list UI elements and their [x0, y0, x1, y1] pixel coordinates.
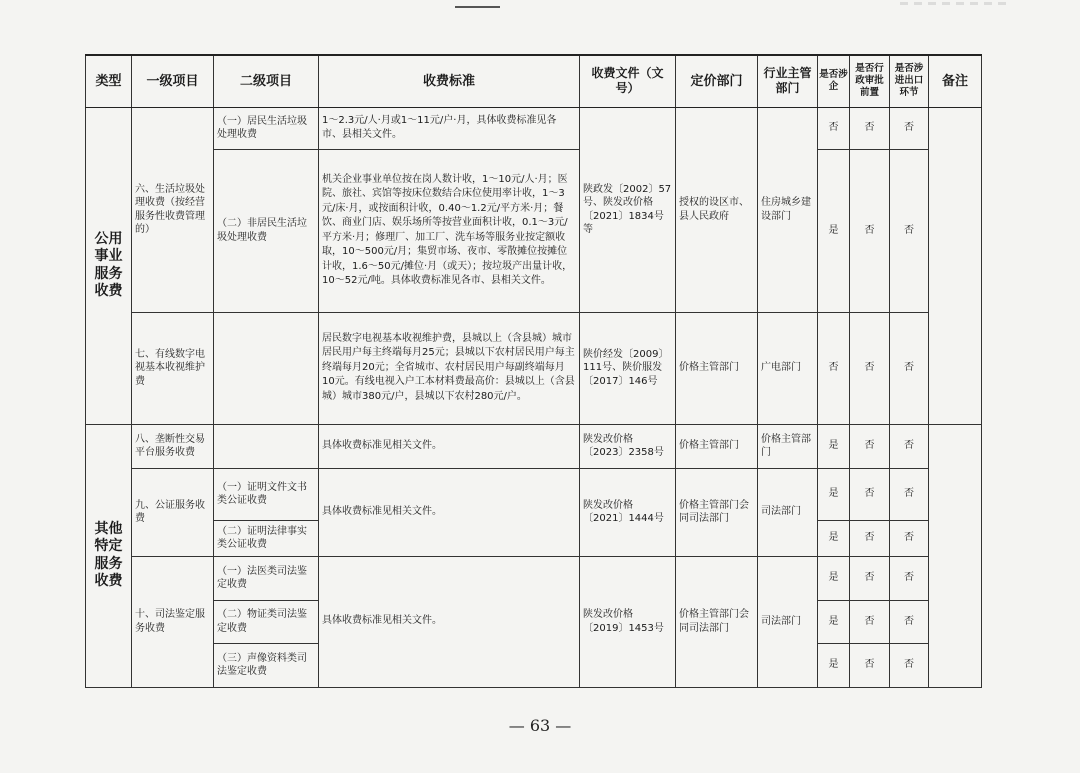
level1-cell: 六、生活垃圾处理收费（按经营服务性收费管理的） — [132, 107, 214, 312]
table-row — [86, 556, 982, 600]
pricing-cell: 价格主管部门会同司法部门 — [676, 468, 758, 556]
header-doc: 收费文件（文号） — [580, 55, 676, 107]
approval-cell: 否 — [850, 312, 890, 424]
enterprise-cell: 是 — [818, 556, 850, 600]
header-enterprise: 是否涉企 — [818, 55, 850, 107]
pricing-cell: 价格主管部门 — [676, 424, 758, 468]
group-public: 公用事业服务收费 — [86, 107, 132, 424]
enterprise-cell: 是 — [818, 600, 850, 643]
level2-cell: （二）证明法律事实类公证收费 — [214, 520, 319, 556]
pricing-cell: 授权的设区市、县人民政府 — [676, 107, 758, 312]
standard-cell: 机关企业事业单位按在岗人数计收，1～10元/人·月；医院、旅社、宾馆等按床位数结合床位使用率计收，1～3元/床·月，或按面积计收，0.40～1.2元/平方米·月；餐饮、商业门店、娱乐场所等按营业面积计收，0.1～3元/平方米·月；修理厂、加工厂、洗车场等服务业按定额收取，10～500元/月；集贸市场、夜市、零散摊位按摊位计收，1.6～50元/摊位·月（或天）；按垃圾产出量计收，10～52元/吨。具体收费标准见各市、县相关文件。 — [319, 149, 580, 312]
approval-cell: 否 — [850, 600, 890, 643]
level2-cell: （二）非居民生活垃圾处理收费 — [214, 149, 319, 312]
doc-cell: 陕政发〔2002〕57号、陕发改价格〔2021〕1834号等 — [580, 107, 676, 312]
header-import-export: 是否涉进出口环节 — [890, 55, 929, 107]
level2-cell — [214, 312, 319, 424]
fee-table — [85, 54, 982, 688]
header-pricing: 定价部门 — [676, 55, 758, 107]
top-scan-mark — [900, 2, 1010, 5]
header-remark: 备注 — [929, 55, 982, 107]
industry-cell: 司法部门 — [758, 556, 818, 687]
approval-cell: 否 — [850, 107, 890, 149]
import-export-cell: 否 — [890, 468, 929, 520]
remark-cell — [929, 424, 982, 687]
table-row — [86, 468, 982, 520]
enterprise-cell: 否 — [818, 312, 850, 424]
header-type: 类型 — [86, 55, 132, 107]
level2-cell: （三）声像资料类司法鉴定收费 — [214, 643, 319, 687]
level1-cell: 七、有线数字电视基本收视维护费 — [132, 312, 214, 424]
enterprise-cell: 是 — [818, 424, 850, 468]
table-row — [86, 107, 982, 149]
enterprise-cell: 否 — [818, 107, 850, 149]
table-row — [86, 312, 982, 424]
pricing-cell: 价格主管部门会同司法部门 — [676, 556, 758, 687]
enterprise-cell: 是 — [818, 149, 850, 312]
enterprise-cell: 是 — [818, 643, 850, 687]
group-other: 其他特定服务收费 — [86, 424, 132, 687]
enterprise-cell: 是 — [818, 520, 850, 556]
level1-cell: 十、司法鉴定服务收费 — [132, 556, 214, 687]
import-export-cell: 否 — [890, 107, 929, 149]
import-export-cell: 否 — [890, 556, 929, 600]
page-number: — 63 — — [508, 716, 572, 735]
standard-cell: 具体收费标准见相关文件。 — [319, 468, 580, 556]
approval-cell: 否 — [850, 643, 890, 687]
level1-cell: 九、公证服务收费 — [132, 468, 214, 556]
header-level1: 一级项目 — [132, 55, 214, 107]
approval-cell: 否 — [850, 520, 890, 556]
standard-cell: 居民数字电视基本收视维护费，县城以上（含县城）城市居民用户每主终端每月25元；县城以下农村居民用户每主终端每月20元；全省城市、农村居民用户每副终端每月10元。有线电视入户工本材料费最高价：县城以上（含县城）城市380元/户，县城以下农村280元/户。 — [319, 312, 580, 424]
table-row — [86, 424, 982, 468]
doc-cell: 陕发改价格〔2019〕1453号 — [580, 556, 676, 687]
import-export-cell: 否 — [890, 312, 929, 424]
standard-cell: 具体收费标准见相关文件。 — [319, 424, 580, 468]
approval-cell: 否 — [850, 149, 890, 312]
doc-cell: 陕发改价格〔2023〕2358号 — [580, 424, 676, 468]
header-level2: 二级项目 — [214, 55, 319, 107]
doc-cell: 陕价经发〔2009〕111号、陕价服发〔2017〕146号 — [580, 312, 676, 424]
approval-cell: 否 — [850, 424, 890, 468]
table-header-row — [86, 55, 982, 107]
approval-cell: 否 — [850, 468, 890, 520]
standard-cell: 具体收费标准见相关文件。 — [319, 556, 580, 687]
import-export-cell: 否 — [890, 424, 929, 468]
header-industry: 行业主管部门 — [758, 55, 818, 107]
industry-cell: 广电部门 — [758, 312, 818, 424]
level2-cell: （一）法医类司法鉴定收费 — [214, 556, 319, 600]
pricing-cell: 价格主管部门 — [676, 312, 758, 424]
approval-cell: 否 — [850, 556, 890, 600]
remark-cell — [929, 107, 982, 424]
level2-cell — [214, 424, 319, 468]
import-export-cell: 否 — [890, 149, 929, 312]
import-export-cell: 否 — [890, 600, 929, 643]
industry-cell: 住房城乡建设部门 — [758, 107, 818, 312]
level2-cell: （二）物证类司法鉴定收费 — [214, 600, 319, 643]
import-export-cell: 否 — [890, 520, 929, 556]
industry-cell: 司法部门 — [758, 468, 818, 556]
enterprise-cell: 是 — [818, 468, 850, 520]
standard-cell: 1～2.3元/人·月或1～11元/户·月，具体收费标准见各市、县相关文件。 — [319, 107, 580, 149]
import-export-cell: 否 — [890, 643, 929, 687]
header-standard: 收费标准 — [319, 55, 580, 107]
level2-cell: （一）证明文件文书类公证收费 — [214, 468, 319, 520]
doc-cell: 陕发改价格〔2021〕1444号 — [580, 468, 676, 556]
level1-cell: 八、垄断性交易平台服务收费 — [132, 424, 214, 468]
header-approval: 是否行政审批前置 — [850, 55, 890, 107]
table-row — [86, 149, 982, 312]
level2-cell: （一）居民生活垃圾处理收费 — [214, 107, 319, 149]
industry-cell: 价格主管部门 — [758, 424, 818, 468]
top-rule — [455, 6, 500, 8]
